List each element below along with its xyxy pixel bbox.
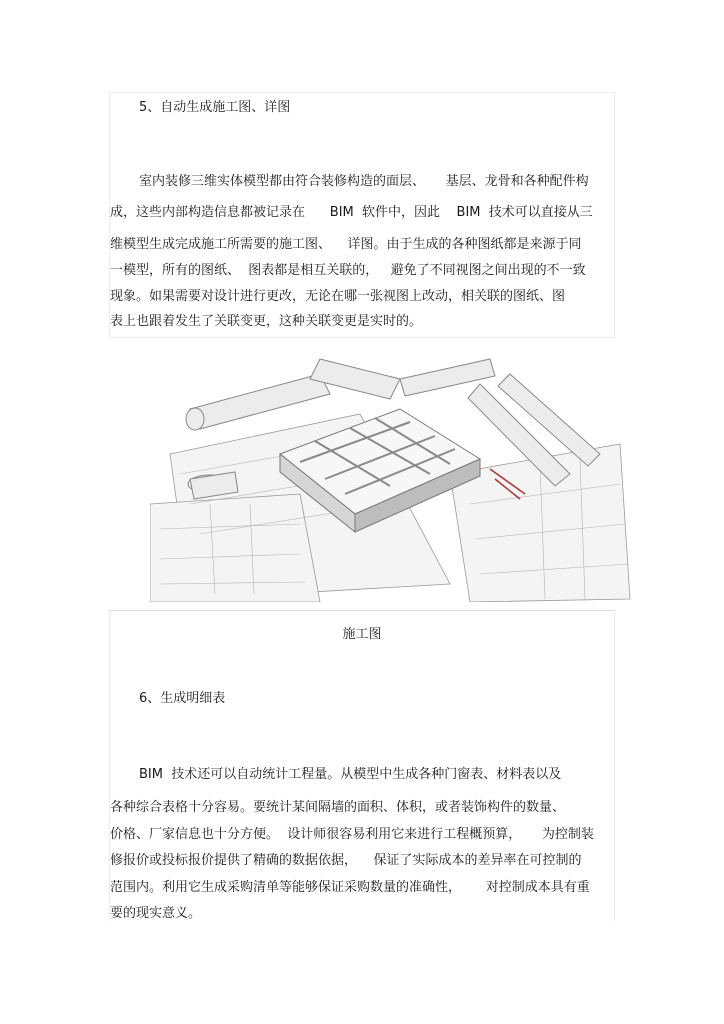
construction-drawing-illustration bbox=[150, 354, 632, 602]
paragraph-line: BIM 技术还可以自动统计工程量。从模型中生成各种门窗表、材料表以及 bbox=[139, 767, 562, 782]
section-6-heading: 6、生成明细表 bbox=[139, 691, 226, 706]
paragraph-line: 价格、厂家信息也十分方便。 设计师很容易利用它来进行工程概预算， 为控制装 bbox=[110, 827, 594, 842]
section-5-heading: 5、自动生成施工图、详图 bbox=[139, 100, 291, 115]
paragraph-line: 室内装修三维实体模型都由符合装修构造的面层、 基层、龙骨和各种配件构 bbox=[139, 174, 589, 189]
paragraph-line: 各种综合表格十分容易。要统计某间隔墙的面积、体积，或者装饰构件的数量、 bbox=[110, 800, 566, 815]
paragraph-line: 要的现实意义。 bbox=[110, 906, 202, 921]
figure-caption: 施工图 bbox=[342, 627, 382, 642]
paragraph-line: 一模型，所有的图纸、 图表都是相互关联的， 避免了不同视图之间出现的不一致 bbox=[110, 263, 586, 278]
paragraph-line: 修报价或投标报价提供了精确的数据依据， 保证了实际成本的差异率在可控制的 bbox=[110, 853, 582, 868]
paragraph-line: 成，这些内部构造信息都被记录在 BIM 软件中，因此 BIM 技术可以直接从三 bbox=[110, 205, 593, 220]
paragraph-line: 现象。如果需要对设计进行更改，无论在哪一张视图上改动，相关联的图纸、图 bbox=[110, 289, 566, 304]
paragraph-line: 范围内。利用它生成采购清单等能够保证采购数量的准确性， 对控制成本具有重 bbox=[110, 880, 590, 895]
paragraph-line: 维模型生成完成施工所需要的施工图、 详图。由于生成的各种图纸都是来源于同 bbox=[110, 237, 582, 252]
paragraph-line: 表上也跟着发生了关联变更，这种关联变更是实时的。 bbox=[110, 314, 423, 329]
